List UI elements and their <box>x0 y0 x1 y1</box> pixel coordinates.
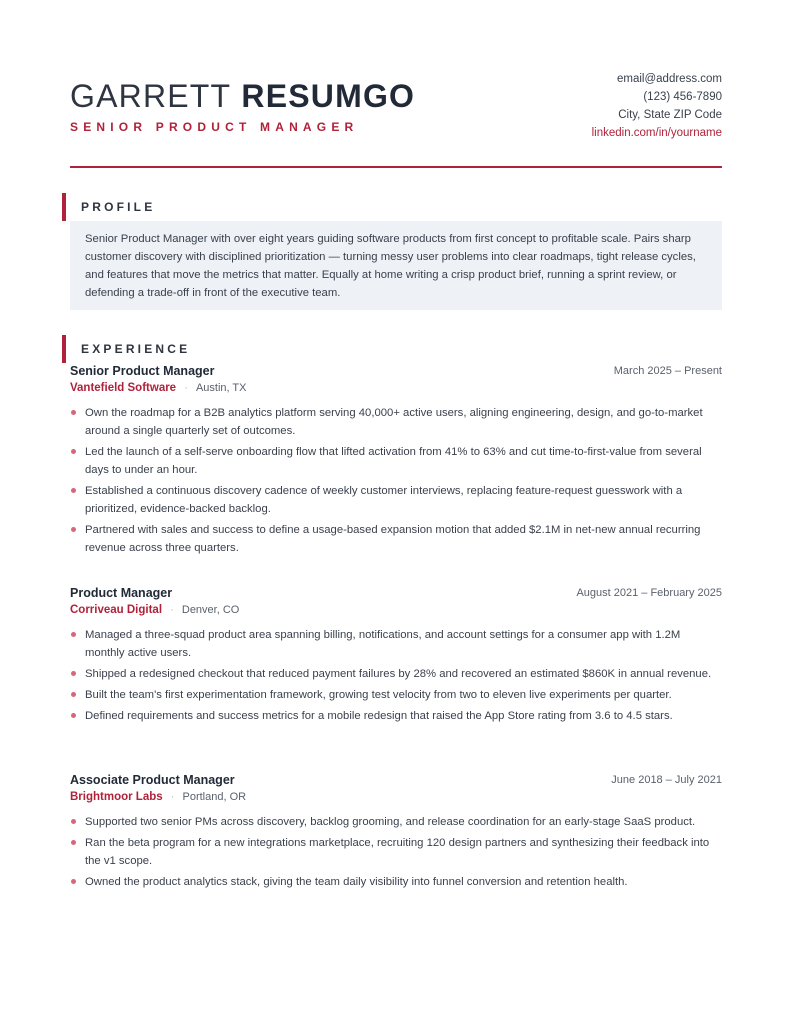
list-item: Own the roadmap for a B2B analytics platform serving 40,000+ active users, aligning engineering, design, and go-to-market around a single quarterly set of outcomes. <box>70 404 722 440</box>
section-title: EXPERIENCE <box>81 342 191 356</box>
list-item: Owned the product analytics stack, giving the team daily visibility into funnel conversion and retention health. <box>70 873 722 891</box>
address: City, State ZIP Code <box>618 109 722 121</box>
bullet-dot-icon <box>71 692 76 697</box>
section-accent-bar <box>62 335 66 363</box>
separator-dot: · <box>170 604 174 616</box>
bullet-dot-icon <box>71 671 76 676</box>
email: email@address.com <box>617 73 722 85</box>
job-role: Associate Product Manager <box>70 773 235 787</box>
bullet-dot-icon <box>71 410 76 415</box>
list-item: Built the team's first experimentation framework, growing test velocity from two to eleven live experiments per quarter. <box>70 686 722 704</box>
bullet-dot-icon <box>71 449 76 454</box>
section-title: PROFILE <box>81 200 156 214</box>
job-role: Product Manager <box>70 586 173 600</box>
list-item: Managed a three-squad product area spanning billing, notifications, and account settings for a consumer app with 1.2M monthly active users. <box>70 626 722 662</box>
job-entry <box>70 364 722 560</box>
phone: (123) 456-7890 <box>643 91 722 103</box>
list-item: Led the launch of a self-serve onboarding flow that lifted activation from 41% to 63% and cut time-to-first-value from several days to under an hour. <box>70 443 722 479</box>
job-bullets <box>70 626 722 725</box>
resume-header <box>70 70 722 168</box>
separator-dot: · <box>170 791 175 803</box>
bullet-dot-icon <box>71 819 76 824</box>
first-name: GARRETT <box>70 78 232 114</box>
bullet-dot-icon <box>71 527 76 532</box>
job-role: Senior Product Manager <box>70 364 215 378</box>
job-location: Portland, OR <box>182 791 247 803</box>
list-item: Defined requirements and success metrics for a mobile redesign that raised the App Store rating from 3.6 to 4.5 stars. <box>70 707 722 725</box>
job-entry <box>70 586 722 728</box>
list-item: Established a continuous discovery cadence of weekly customer interviews, replacing feature-request guesswork with a prioritized, evidence-backed backlog. <box>70 482 722 518</box>
profile-section-header <box>62 193 722 221</box>
section-accent-bar <box>62 193 66 221</box>
job-dates: March 2025 – Present <box>613 365 722 377</box>
bullet-dot-icon <box>71 713 76 718</box>
list-item: Partnered with sales and success to define a usage-based expansion motion that added $2.1M in net-new annual recurring revenue across three quarters. <box>70 521 722 557</box>
linkedin-link[interactable]: linkedin.com/in/yourname <box>591 127 722 139</box>
job-location: Denver, CO <box>181 604 240 616</box>
candidate-name <box>70 78 415 115</box>
job-bullets <box>70 813 722 891</box>
job-bullets <box>70 404 722 557</box>
job-company: Corriveau Digital <box>70 604 163 616</box>
bullet-dot-icon <box>71 879 76 884</box>
job-location: Austin, TX <box>195 382 247 394</box>
job-dates: August 2021 – February 2025 <box>576 587 722 599</box>
bullet-dot-icon <box>71 632 76 637</box>
contact-block <box>592 70 722 142</box>
profile-summary: Senior Product Manager with over eight years guiding software products from first concept to profitable scale. Pairs sharp customer discovery with disciplined prioritization — turning messy user problems into clear roadmaps, tight release cycles, and features that move the metrics that matter. Equally at home writing a crisp product brief, running a sprint review, or defending a trade-off in front of the executive team. <box>70 221 722 310</box>
job-dates: June 2018 – July 2021 <box>611 774 722 786</box>
bullet-dot-icon <box>71 840 76 845</box>
bullet-dot-icon <box>71 488 76 493</box>
list-item: Supported two senior PMs across discovery, backlog grooming, and release coordination for an early-stage SaaS product. <box>70 813 722 831</box>
list-item: Ran the beta program for a new integrations marketplace, recruiting 120 design partners and synthesizing their feedback into the v1 scope. <box>70 834 722 870</box>
last-name: RESUMGO <box>241 78 416 114</box>
job-company: Vantefield Software <box>70 382 177 394</box>
job-entry <box>70 773 722 894</box>
experience-section-header <box>62 335 722 363</box>
candidate-title: SENIOR PRODUCT MANAGER <box>70 120 359 134</box>
job-company: Brightmoor Labs <box>70 791 163 803</box>
separator-dot: · <box>184 382 188 394</box>
list-item: Shipped a redesigned checkout that reduced payment failures by 28% and recovered an estimated $860K in annual revenue. <box>70 665 722 683</box>
